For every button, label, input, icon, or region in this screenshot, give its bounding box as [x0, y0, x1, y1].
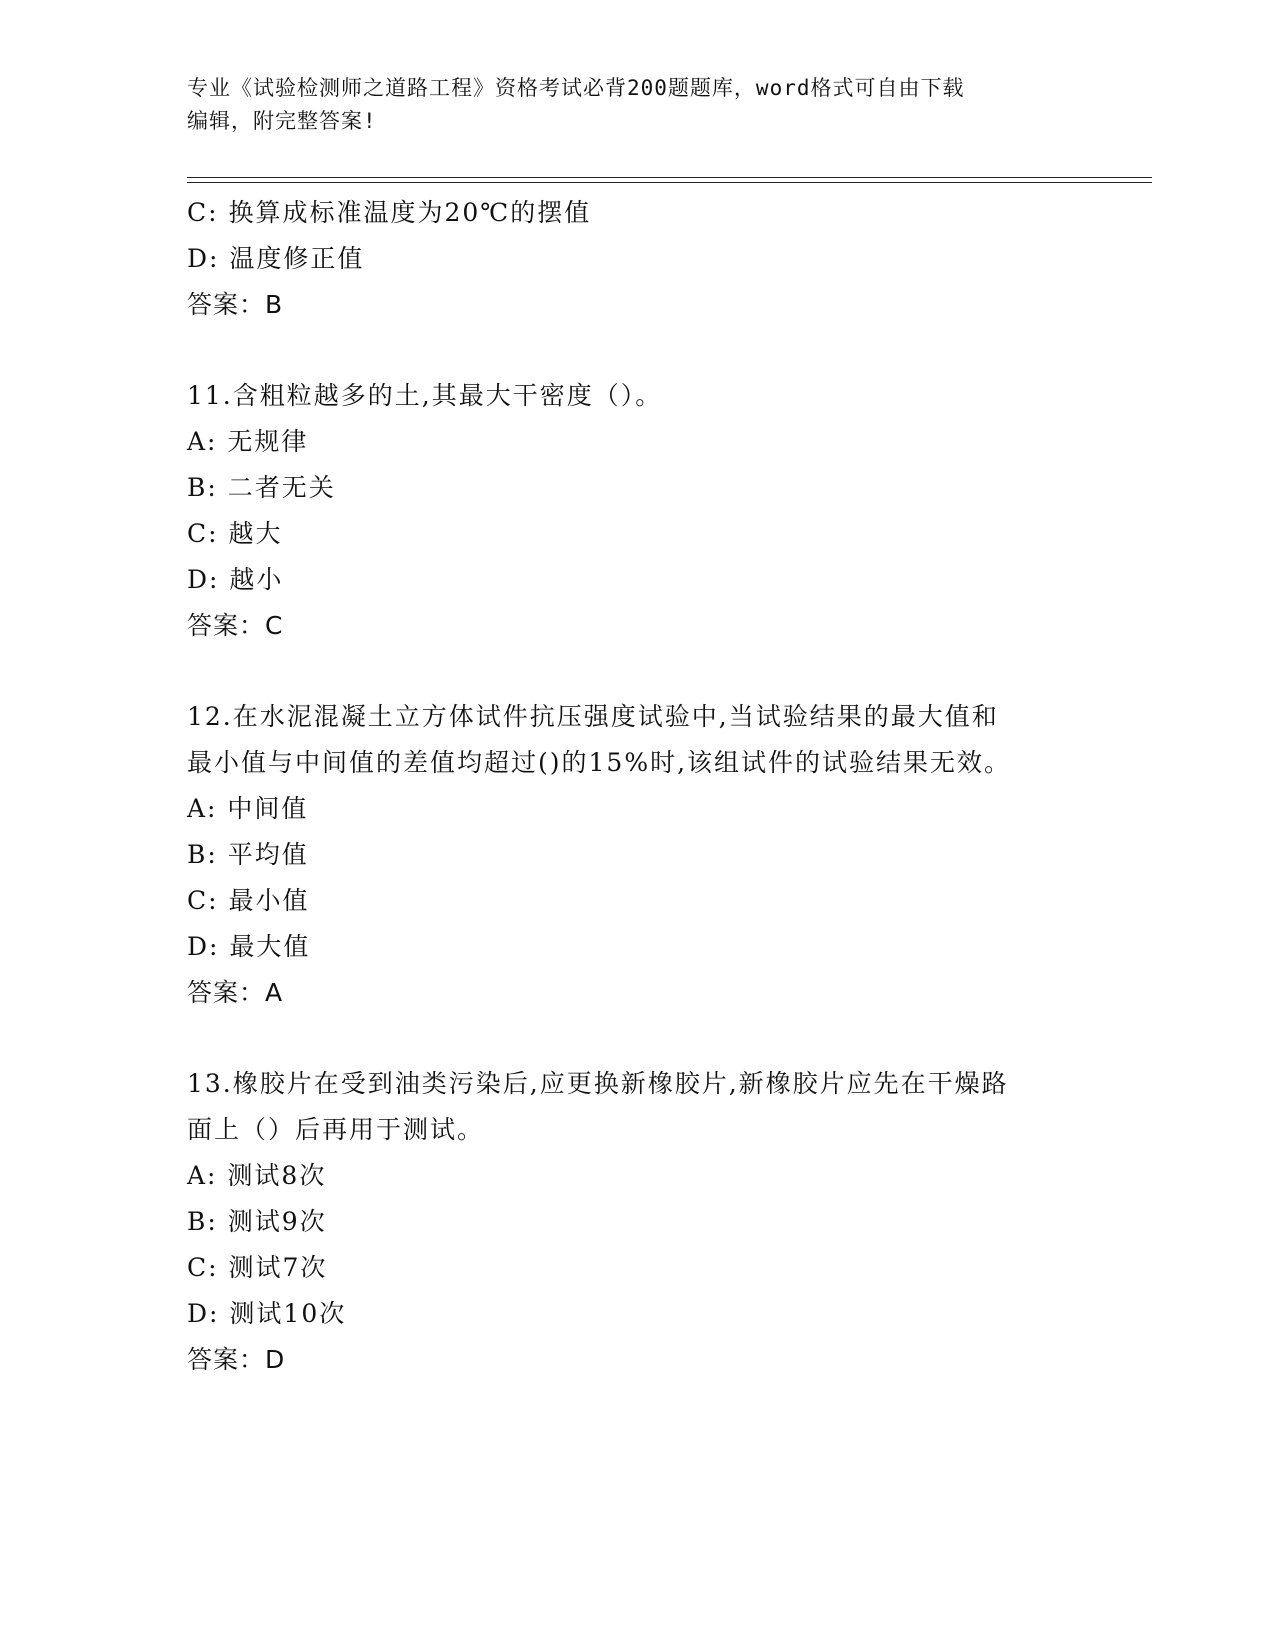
document-header — [187, 72, 1067, 138]
question-13 — [187, 1061, 1087, 1383]
option-b: B: 测试9次 — [187, 1207, 327, 1236]
option-a: A: 测试8次 — [187, 1161, 327, 1190]
option-c: C: 换算成标准温度为20℃的摆值 — [187, 198, 592, 227]
answer-label: 答案：A — [187, 978, 284, 1007]
header-line-2: 编辑，附完整答案! — [187, 109, 377, 133]
question-10-continued — [187, 190, 1087, 328]
question-12 — [187, 694, 1087, 1016]
option-c: C: 测试7次 — [187, 1253, 328, 1282]
option-d: D: 测试10次 — [187, 1299, 347, 1328]
option-c: C: 最小值 — [187, 886, 310, 915]
answer-label: 答案：C — [187, 611, 284, 640]
question-stem-line-1: 12.在水泥混凝土立方体试件抗压强度试验中,当试验结果的最大值和 — [187, 702, 999, 731]
question-stem: 11.含粗粒越多的土,其最大干密度（）。 — [187, 381, 663, 410]
option-c: C: 越大 — [187, 519, 283, 548]
header-divider-bottom — [187, 182, 1152, 183]
question-stem-line-2: 最小值与中间值的差值均超过()的15%时,该组试件的试验结果无效。 — [187, 748, 1012, 777]
option-d: D: 最大值 — [187, 932, 311, 961]
question-stem-line-1: 13.橡胶片在受到油类污染后,应更换新橡胶片,新橡胶片应先在干燥路 — [187, 1069, 1009, 1098]
header-divider-top — [187, 177, 1152, 178]
question-list — [187, 190, 1087, 1383]
option-b: B: 平均值 — [187, 840, 309, 869]
option-b: B: 二者无关 — [187, 473, 336, 502]
option-d: D: 温度修正值 — [187, 244, 365, 273]
option-a: A: 中间值 — [187, 794, 309, 823]
question-stem-line-2: 面上（）后再用于测试。 — [187, 1115, 485, 1144]
option-a: A: 无规律 — [187, 427, 309, 456]
answer-label: 答案：D — [187, 1345, 286, 1374]
question-11 — [187, 373, 1087, 649]
header-line-1: 专业《试验检测师之道路工程》资格考试必背200题题库，word格式可自由下载 — [187, 76, 965, 100]
option-d: D: 越小 — [187, 565, 284, 594]
answer-label: 答案：B — [187, 290, 284, 319]
